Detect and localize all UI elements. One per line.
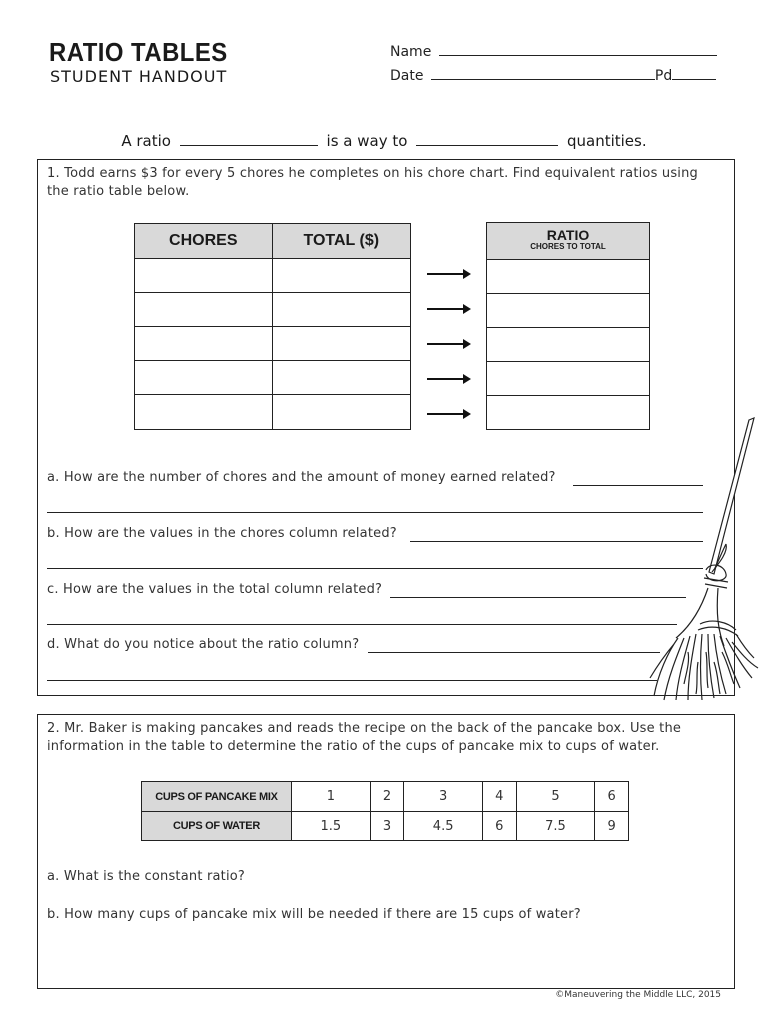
- total-cell[interactable]: [272, 259, 410, 293]
- water-value: 4.5: [404, 812, 483, 841]
- water-value: 6: [482, 812, 516, 841]
- right-arrow-icon: [427, 413, 469, 415]
- mix-value: 3: [404, 782, 483, 812]
- name-blank[interactable]: [439, 42, 717, 56]
- definition-text-3: quantities.: [566, 132, 647, 150]
- ratio-cell[interactable]: [487, 328, 650, 362]
- problem-1-prompt: 1. Todd earns $3 for every 5 chores he completes on his chore chart. Find equivalent ratios using the ratio table below.: [47, 166, 698, 199]
- definition-text-2: is a way to: [326, 132, 408, 150]
- mix-value: 5: [516, 782, 595, 812]
- definition-text-1: A ratio: [121, 132, 171, 150]
- chores-cell[interactable]: [135, 259, 273, 293]
- period-blank[interactable]: [672, 66, 716, 80]
- right-arrow-icon: [427, 308, 469, 310]
- ratio-header-subtitle: CHORES TO TOTAL: [530, 242, 606, 251]
- problem-2-prompt: 2. Mr. Baker is making pancakes and reads the recipe on the back of the pancake box. Use the information in the table to determine the ratio of the cups of pancake mix to cups of water.: [47, 721, 682, 754]
- mix-value: 6: [595, 782, 629, 812]
- right-arrow-icon: [427, 343, 469, 345]
- mix-value: 2: [370, 782, 404, 812]
- chores-cell[interactable]: [135, 293, 273, 327]
- date-blank[interactable]: [431, 66, 655, 80]
- water-row-label: CUPS OF WATER: [142, 812, 292, 841]
- pancake-ratio-table: [141, 781, 629, 841]
- answer-line-1d[interactable]: [47, 680, 657, 681]
- answer-line-1a[interactable]: [47, 512, 703, 513]
- chores-cell[interactable]: [135, 395, 273, 430]
- ratio-cell[interactable]: [487, 396, 650, 430]
- answer-line-1c[interactable]: [390, 597, 686, 598]
- question-1c: c. How are the values in the total column related?: [47, 582, 383, 597]
- pancake-mix-row-label: CUPS OF PANCAKE MIX: [142, 782, 292, 812]
- copyright-footer: ©Maneuvering the Middle LLC, 2015: [555, 990, 721, 1000]
- mix-value: 1: [292, 782, 371, 812]
- name-label: Name: [390, 44, 432, 60]
- answer-line-1b[interactable]: [47, 568, 703, 569]
- total-cell[interactable]: [272, 293, 410, 327]
- mix-value: 4: [482, 782, 516, 812]
- chores-cell[interactable]: [135, 361, 273, 395]
- name-field[interactable]: [390, 42, 717, 61]
- question-1a: a. How are the number of chores and the amount of money earned related?: [47, 470, 556, 485]
- right-arrow-icon: [427, 378, 469, 380]
- ratio-cell[interactable]: [487, 294, 650, 328]
- ratio-table: [486, 222, 650, 430]
- question-1b: b. How are the values in the chores column related?: [47, 526, 397, 541]
- worksheet-title: RATIO TABLES: [49, 37, 228, 67]
- water-value: 9: [595, 812, 629, 841]
- right-arrow-icon: [427, 273, 469, 275]
- chores-total-table: [134, 223, 411, 430]
- question-1d: d. What do you notice about the ratio column?: [47, 637, 360, 652]
- water-value: 1.5: [292, 812, 371, 841]
- chores-header: CHORES: [135, 224, 273, 259]
- water-value: 7.5: [516, 812, 595, 841]
- total-header: TOTAL ($): [272, 224, 410, 259]
- definition-blank-2[interactable]: [416, 132, 558, 146]
- total-cell[interactable]: [272, 361, 410, 395]
- total-cell[interactable]: [272, 395, 410, 430]
- answer-line-1d[interactable]: [368, 652, 660, 653]
- ratio-cell[interactable]: [487, 260, 650, 294]
- period-label: Pd: [654, 68, 673, 84]
- broom-icon: [648, 412, 762, 702]
- chores-cell[interactable]: [135, 327, 273, 361]
- date-label: Date: [390, 68, 424, 84]
- total-cell[interactable]: [272, 327, 410, 361]
- answer-line-1c[interactable]: [47, 624, 677, 625]
- question-2b: b. How many cups of pancake mix will be needed if there are 15 cups of water?: [47, 907, 581, 922]
- question-2a: a. What is the constant ratio?: [47, 869, 246, 884]
- ratio-cell[interactable]: [487, 362, 650, 396]
- definition-blank-1[interactable]: [180, 132, 318, 146]
- worksheet-subtitle: STUDENT HANDOUT: [50, 67, 228, 86]
- ratio-header: [487, 223, 650, 260]
- date-field[interactable]: [390, 66, 716, 85]
- ratio-header-title: RATIO: [546, 227, 590, 243]
- ratio-definition: [0, 131, 768, 151]
- water-value: 3: [370, 812, 404, 841]
